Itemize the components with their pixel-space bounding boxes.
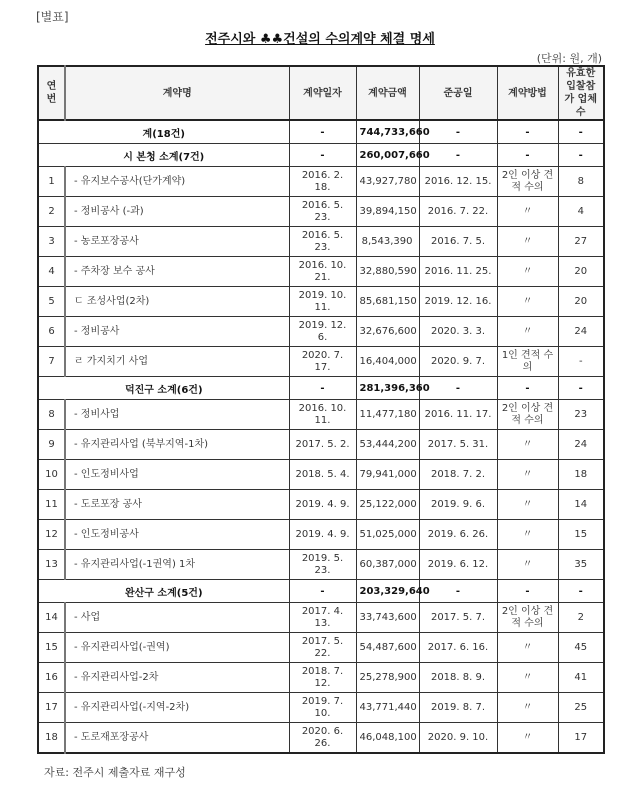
- row-method: 〃: [497, 257, 558, 287]
- row-method: 2인 이상 견적 수의: [497, 400, 558, 430]
- subtotal-method: -: [497, 377, 558, 400]
- row-amount: 8,543,390: [356, 227, 419, 257]
- row-no: 1: [38, 167, 65, 197]
- subtotal-label: 덕진구 소계(6건): [38, 377, 289, 400]
- page-title: 전주시와 ♣♣건설의 수의계약 체결 명세: [205, 32, 435, 47]
- subtotal-count: -: [558, 377, 604, 400]
- subtotal-method: -: [497, 580, 558, 603]
- subtotal-end: -: [419, 580, 497, 603]
- row-count: 20: [558, 287, 604, 317]
- row-no: 8: [38, 400, 65, 430]
- subtotal-count: -: [558, 144, 604, 167]
- total-method: -: [497, 120, 558, 144]
- row-method: 〃: [497, 460, 558, 490]
- row-amount: 60,387,000: [356, 550, 419, 580]
- row-count: 20: [558, 257, 604, 287]
- row-method: 〃: [497, 693, 558, 723]
- row-count: 4: [558, 197, 604, 227]
- row-name: - 정비공사 (-과): [65, 197, 289, 227]
- header-date: 계약일자: [289, 66, 356, 120]
- row-amount: 32,676,600: [356, 317, 419, 347]
- row-name: - 유지관리사업 (북부지역-1차): [65, 430, 289, 460]
- row-name: - 유지관리사업(-1권역) 1차: [65, 550, 289, 580]
- row-end: 2018. 8. 9.: [419, 663, 497, 693]
- row-end: 2020. 9. 7.: [419, 347, 497, 377]
- subtotal-date: -: [289, 144, 356, 167]
- row-method: 〃: [497, 490, 558, 520]
- header-end: 준공일: [419, 66, 497, 120]
- subtotal-end: -: [419, 144, 497, 167]
- row-no: 10: [38, 460, 65, 490]
- table-row: [38, 490, 604, 520]
- subtotal-end: -: [419, 377, 497, 400]
- row-amount: 39,894,150: [356, 197, 419, 227]
- contract-table: [37, 65, 605, 754]
- row-date: 2019. 10. 11.: [289, 287, 356, 317]
- row-no: 13: [38, 550, 65, 580]
- subtotal-amount: 281,396,360: [356, 377, 419, 400]
- row-end: 2019. 9. 6.: [419, 490, 497, 520]
- table-row: [38, 167, 604, 197]
- row-count: 15: [558, 520, 604, 550]
- subtotal-count: -: [558, 580, 604, 603]
- annex-label: [별표]: [36, 10, 69, 24]
- row-count: 2: [558, 603, 604, 633]
- row-no: 3: [38, 227, 65, 257]
- row-name: - 주차장 보수 공사: [65, 257, 289, 287]
- row-count: 35: [558, 550, 604, 580]
- subtotal-date: -: [289, 377, 356, 400]
- row-date: 2019. 4. 9.: [289, 520, 356, 550]
- source-note: 자료: 전주시 제출자료 재구성: [44, 766, 186, 779]
- row-end: 2018. 7. 2.: [419, 460, 497, 490]
- row-name: - 사업: [65, 603, 289, 633]
- table-row: [38, 400, 604, 430]
- row-end: 2019. 8. 7.: [419, 693, 497, 723]
- row-method: 〃: [497, 723, 558, 754]
- header-no: 연번: [38, 66, 65, 120]
- total-row: [38, 120, 604, 144]
- table-row: [38, 197, 604, 227]
- row-date: 2016. 5. 23.: [289, 197, 356, 227]
- row-no: 9: [38, 430, 65, 460]
- subtotal-row: [38, 377, 604, 400]
- row-count: 25: [558, 693, 604, 723]
- row-amount: 32,880,590: [356, 257, 419, 287]
- table-row: [38, 430, 604, 460]
- row-date: 2016. 10. 11.: [289, 400, 356, 430]
- row-end: 2017. 6. 16.: [419, 633, 497, 663]
- total-date: -: [289, 120, 356, 144]
- row-date: 2019. 12. 6.: [289, 317, 356, 347]
- table-row: [38, 347, 604, 377]
- total-end: -: [419, 120, 497, 144]
- row-count: 27: [558, 227, 604, 257]
- table-row: [38, 520, 604, 550]
- row-date: 2019. 4. 9.: [289, 490, 356, 520]
- row-no: 15: [38, 633, 65, 663]
- table-row: [38, 227, 604, 257]
- row-date: 2017. 5. 22.: [289, 633, 356, 663]
- row-method: 〃: [497, 227, 558, 257]
- subtotal-amount: 260,007,660: [356, 144, 419, 167]
- row-end: 2019. 6. 12.: [419, 550, 497, 580]
- row-method: 〃: [497, 550, 558, 580]
- row-amount: 51,025,000: [356, 520, 419, 550]
- row-date: 2018. 7. 12.: [289, 663, 356, 693]
- row-end: 2016. 12. 15.: [419, 167, 497, 197]
- row-date: 2020. 7. 17.: [289, 347, 356, 377]
- row-no: 4: [38, 257, 65, 287]
- row-name: - 농로포장공사: [65, 227, 289, 257]
- row-count: 8: [558, 167, 604, 197]
- row-amount: 54,487,600: [356, 633, 419, 663]
- subtotal-row: [38, 580, 604, 603]
- row-amount: 33,743,600: [356, 603, 419, 633]
- row-count: 41: [558, 663, 604, 693]
- row-name: - 도로재포장공사: [65, 723, 289, 754]
- row-name: - 인도정비사업: [65, 460, 289, 490]
- table-row: [38, 317, 604, 347]
- row-date: 2019. 7. 10.: [289, 693, 356, 723]
- row-name: - 인도정비공사: [65, 520, 289, 550]
- row-method: 2인 이상 견적 수의: [497, 603, 558, 633]
- row-amount: 25,278,900: [356, 663, 419, 693]
- row-amount: 46,048,100: [356, 723, 419, 754]
- row-amount: 43,771,440: [356, 693, 419, 723]
- row-no: 12: [38, 520, 65, 550]
- row-date: 2018. 5. 4.: [289, 460, 356, 490]
- row-amount: 79,941,000: [356, 460, 419, 490]
- row-date: 2019. 5. 23.: [289, 550, 356, 580]
- row-name: - 정비사업: [65, 400, 289, 430]
- table-row: [38, 633, 604, 663]
- row-no: 16: [38, 663, 65, 693]
- row-count: -: [558, 347, 604, 377]
- row-end: 2017. 5. 31.: [419, 430, 497, 460]
- row-name: - 유지관리사업-2차: [65, 663, 289, 693]
- subtotal-label: 시 본청 소계(7건): [38, 144, 289, 167]
- row-date: 2016. 10. 21.: [289, 257, 356, 287]
- row-date: 2020. 6. 26.: [289, 723, 356, 754]
- row-date: 2017. 5. 2.: [289, 430, 356, 460]
- row-name: ㄹ 가지치기 사업: [65, 347, 289, 377]
- row-no: 5: [38, 287, 65, 317]
- row-end: 2016. 7. 22.: [419, 197, 497, 227]
- row-date: 2016. 2. 18.: [289, 167, 356, 197]
- row-count: 17: [558, 723, 604, 754]
- unit-note: (단위: 원, 개): [536, 52, 602, 65]
- row-no: 11: [38, 490, 65, 520]
- row-method: 〃: [497, 663, 558, 693]
- row-end: 2016. 11. 25.: [419, 257, 497, 287]
- row-count: 24: [558, 317, 604, 347]
- row-name: - 유지관리사업(-지역-2차): [65, 693, 289, 723]
- row-method: 〃: [497, 520, 558, 550]
- subtotal-date: -: [289, 580, 356, 603]
- row-no: 2: [38, 197, 65, 227]
- table-row: [38, 693, 604, 723]
- total-count: -: [558, 120, 604, 144]
- table-header: [38, 66, 604, 120]
- row-end: 2020. 3. 3.: [419, 317, 497, 347]
- row-count: 14: [558, 490, 604, 520]
- table-row: [38, 663, 604, 693]
- row-count: 18: [558, 460, 604, 490]
- row-end: 2016. 7. 5.: [419, 227, 497, 257]
- row-method: 2인 이상 견적 수의: [497, 167, 558, 197]
- table-row: [38, 550, 604, 580]
- row-amount: 43,927,780: [356, 167, 419, 197]
- row-method: 〃: [497, 197, 558, 227]
- row-count: 23: [558, 400, 604, 430]
- subtotal-row: [38, 144, 604, 167]
- subtotal-method: -: [497, 144, 558, 167]
- row-name: - 정비공사: [65, 317, 289, 347]
- row-method: 〃: [497, 287, 558, 317]
- total-amount: 744,733,660: [356, 120, 419, 144]
- row-name: - 유지관리사업(-권역): [65, 633, 289, 663]
- row-no: 7: [38, 347, 65, 377]
- row-no: 18: [38, 723, 65, 754]
- row-end: 2016. 11. 17.: [419, 400, 497, 430]
- row-method: 〃: [497, 317, 558, 347]
- row-date: 2016. 5. 23.: [289, 227, 356, 257]
- row-no: 17: [38, 693, 65, 723]
- row-amount: 25,122,000: [356, 490, 419, 520]
- row-method: 〃: [497, 430, 558, 460]
- row-method: 1인 견적 수의: [497, 347, 558, 377]
- header-count: 유효한 입찰참가 업체 수: [558, 66, 604, 120]
- row-date: 2017. 4. 13.: [289, 603, 356, 633]
- row-name: ㄷ 조성사업(2차): [65, 287, 289, 317]
- table-row: [38, 603, 604, 633]
- total-label: 계(18건): [38, 120, 289, 144]
- row-name: - 도로포장 공사: [65, 490, 289, 520]
- row-no: 14: [38, 603, 65, 633]
- row-amount: 85,681,150: [356, 287, 419, 317]
- row-amount: 16,404,000: [356, 347, 419, 377]
- header-method: 계약방법: [497, 66, 558, 120]
- row-amount: 53,444,200: [356, 430, 419, 460]
- row-end: 2019. 6. 26.: [419, 520, 497, 550]
- row-method: 〃: [497, 633, 558, 663]
- table-row: [38, 257, 604, 287]
- row-end: 2017. 5. 7.: [419, 603, 497, 633]
- subtotal-amount: 203,329,640: [356, 580, 419, 603]
- row-no: 6: [38, 317, 65, 347]
- row-end: 2019. 12. 16.: [419, 287, 497, 317]
- table-body: [38, 120, 604, 753]
- header-name: 계약명: [65, 66, 289, 120]
- row-count: 45: [558, 633, 604, 663]
- row-amount: 11,477,180: [356, 400, 419, 430]
- table-row: [38, 287, 604, 317]
- row-count: 24: [558, 430, 604, 460]
- row-name: - 유지보수공사(단가계약): [65, 167, 289, 197]
- header-amount: 계약금액: [356, 66, 419, 120]
- subtotal-label: 완산구 소계(5건): [38, 580, 289, 603]
- table-row: [38, 723, 604, 754]
- row-end: 2020. 9. 10.: [419, 723, 497, 754]
- table-row: [38, 460, 604, 490]
